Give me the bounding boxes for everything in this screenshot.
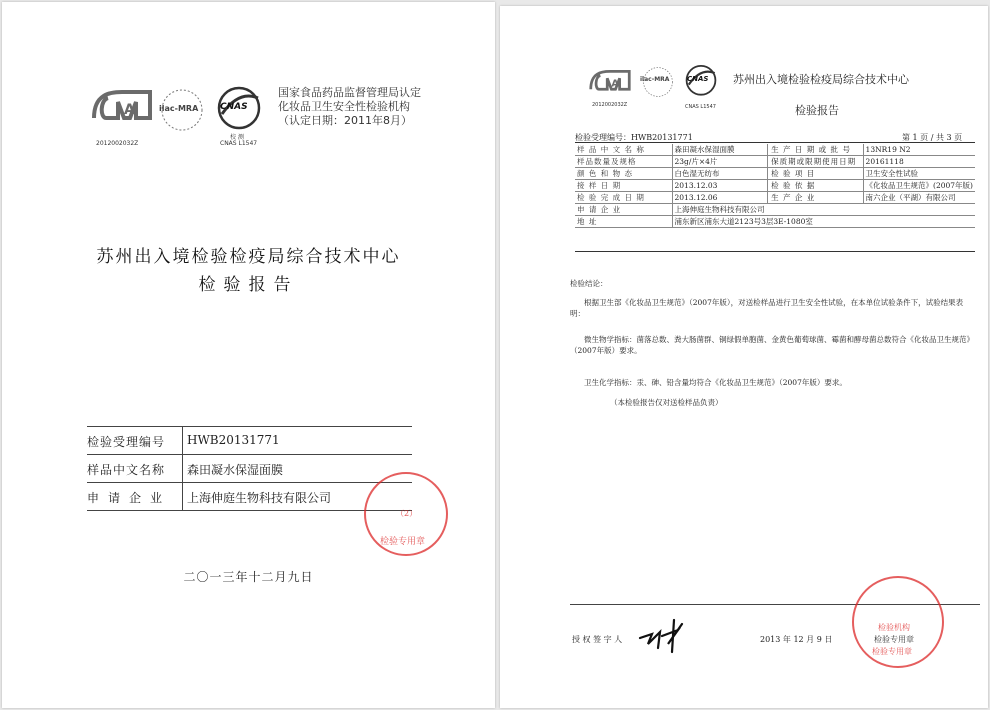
field-value: 森田凝水保湿面膜: [187, 463, 284, 477]
field-value: 上海伸庭生物科技有限公司: [187, 491, 332, 505]
ilac-logo: [640, 66, 676, 102]
field-top-rule: [87, 426, 412, 427]
stamp-line-3: 检验专用章: [872, 647, 912, 656]
row-value: 卫生安全性试验: [863, 168, 975, 180]
row-value: 森田凝水保湿面膜: [672, 144, 768, 156]
ilac-logo: [157, 88, 207, 136]
cma-icon: [90, 88, 154, 124]
row-label: 检 验 项 目: [768, 168, 863, 180]
cnas-sub: 校 测: [230, 134, 244, 141]
row-label: 样 品 中 文 名 称: [575, 144, 672, 156]
conclusion-heading: 检验结论：: [570, 279, 608, 288]
stamp-line-1: 检验机构: [878, 623, 910, 632]
table-row: [575, 192, 975, 204]
field-row: [87, 461, 417, 481]
table-row: [575, 168, 975, 180]
conclusion-paragraph-2: 微生物学指标：菌落总数、粪大肠菌群、铜绿假单胞菌、金黄色葡萄球菌、霉菌和酵母菌总数符合《化妆品卫生规范》（2007年版）要求。: [570, 335, 974, 355]
inspection-stamp: [364, 472, 448, 556]
page-indicator: 第 1 页 / 共 3 页: [902, 133, 963, 142]
row-label: 检 验 依 据: [768, 180, 863, 192]
row-label: 生 产 日 期 或 批 号: [768, 144, 863, 156]
table-row: [575, 156, 975, 168]
table-row: [575, 144, 975, 156]
cover-subtitle: 检验报告: [198, 275, 299, 295]
cma-logo: [90, 88, 154, 147]
field-rule: [87, 454, 412, 455]
cnas-logo: [214, 86, 264, 147]
report-title: 检验报告: [795, 104, 839, 117]
report-page: [500, 6, 988, 708]
table-row: [575, 216, 975, 228]
row-label: 地 址: [575, 216, 672, 228]
row-value: 2013.12.03: [672, 180, 768, 192]
receipt-number: 检验受理编号：HWB20131771: [575, 133, 693, 142]
row-label: 生 产 企 业: [768, 192, 863, 204]
cover-date: 二〇一三年十二月九日: [183, 570, 314, 584]
field-row: [87, 433, 417, 453]
row-label: 检 验 完 成 日 期: [575, 192, 672, 204]
svg-text:A: A: [124, 102, 135, 118]
row-value: 浦东新区浦东大道2123号3层3E-1080室: [672, 216, 975, 228]
inspection-stamp: [852, 576, 944, 668]
report-note: （本检验报告仅对送检样品负责）: [610, 398, 723, 407]
stamp-text: 检验专用章: [380, 537, 426, 547]
cnas-logo: [683, 64, 719, 110]
row-label: 颜 色 和 物 态: [575, 168, 672, 180]
field-label: 样品中文名称: [87, 463, 166, 477]
field-rule: [87, 482, 412, 483]
row-label: 接 样 日 期: [575, 180, 672, 192]
cover-page: [2, 2, 495, 708]
row-value: 南六企业（平湖）有限公司: [863, 192, 975, 204]
row-label: 样品数量及规格: [575, 156, 672, 168]
info-table: [575, 144, 975, 228]
cover-title: 苏州出入境检验检疫局综合技术中心: [96, 247, 401, 267]
row-label: 申 请 企 业: [575, 204, 672, 216]
cma-number: 2012002032Z: [592, 102, 628, 108]
table-row: [575, 180, 975, 192]
row-value: 13NR19 N2: [863, 144, 975, 156]
cnas-label: CNAS: [687, 75, 709, 83]
row-value: 2013.12.06: [672, 192, 768, 204]
report-org: 苏州出入境检验检疫局综合技术中心: [733, 73, 909, 86]
cert-text: [278, 86, 421, 128]
cert-line-1: 国家食品药品监督管理局认定: [278, 86, 421, 99]
ilac-label: ilac-MRA: [159, 104, 199, 113]
field-label: 检验受理编号: [87, 435, 166, 449]
row-value: 20161118: [863, 156, 975, 168]
field-divider: [182, 426, 183, 510]
row-value: 《化妆品卫生规范》(2007年版): [863, 180, 975, 192]
cnas-code: CNAS L1547: [685, 104, 716, 110]
row-label: 保质期或限期使用日期: [768, 156, 863, 168]
cma-number: 2012002032Z: [96, 140, 139, 147]
signer-label: 授 权 签 字 人: [572, 635, 623, 644]
svg-text:A: A: [611, 78, 619, 90]
cnas-label: CNAS: [220, 102, 248, 112]
cnas-code: CNAS L1547: [220, 140, 258, 147]
signature-image: [638, 614, 688, 654]
table-top-rule: [575, 142, 975, 143]
row-value: 23g/片×4片: [672, 156, 768, 168]
cma-logo: [588, 68, 632, 108]
field-label: 申请企业: [87, 491, 172, 505]
table-row: [575, 204, 975, 216]
sign-date: 2013 年 12 月 9 日: [760, 635, 833, 644]
stamp-number: （2）: [396, 509, 418, 518]
field-value: HWB20131771: [187, 433, 280, 447]
row-value: 白色湿无纺布: [672, 168, 768, 180]
ilac-label: ilac-MRA: [640, 76, 670, 83]
cert-line-2: 化妆品卫生安全性检验机构: [278, 100, 410, 113]
conclusion-paragraph-3: 卫生化学指标：汞、砷、铅含量均符合《化妆品卫生规范》（2007年版）要求。: [584, 378, 847, 387]
stamp-line-2: 检验专用章: [874, 635, 914, 644]
cma-icon: [588, 68, 632, 94]
conclusion-paragraph-1: 根据卫生部《化妆品卫生规范》（2007年版），对送检样品进行卫生安全性试验，在本单位试验条件下，试验结果表明：: [570, 298, 964, 318]
cert-line-3: （认定日期：2011年8月）: [278, 114, 412, 127]
table-bottom-rule: [575, 251, 975, 252]
row-value: 上海伸庭生物科技有限公司: [672, 204, 975, 216]
